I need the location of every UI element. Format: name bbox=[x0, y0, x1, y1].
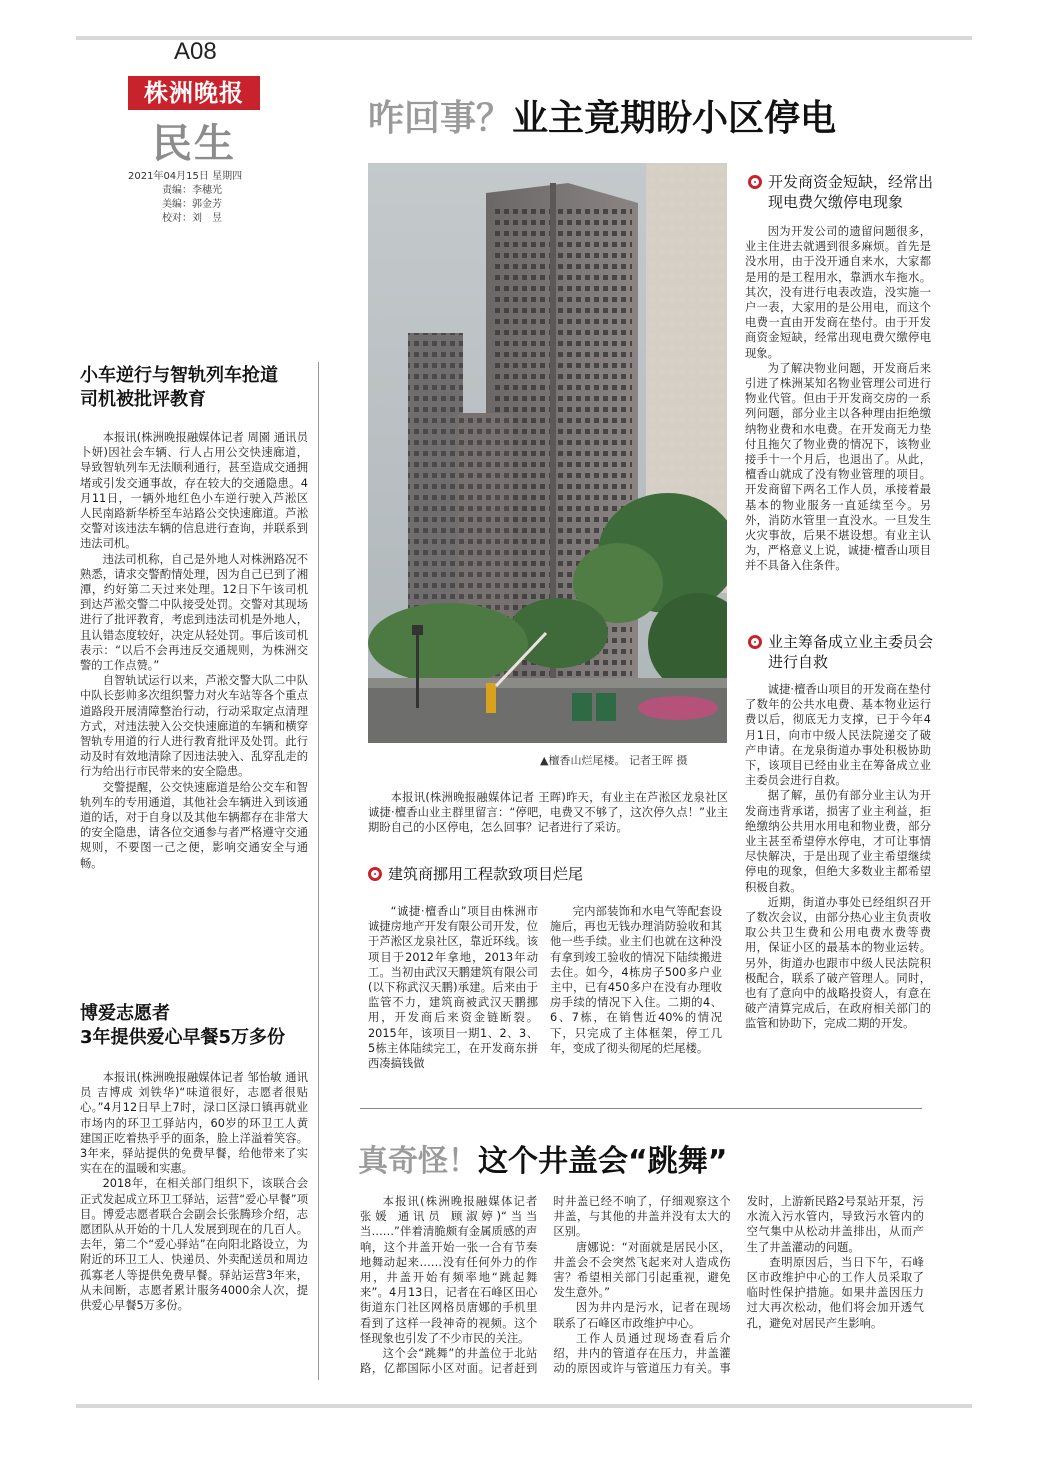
bottom-story-paragraph: 因为井内是污水，记者在现场联系了石峰区市政维护中心。 bbox=[553, 1301, 731, 1330]
sub1-body-text: “诚捷·檀香山”项目由株洲市诚捷房地产开发有限公司开发，位于芦淞区龙泉社区，靠近环线。该项目于2012年拿地，2013年动工。当初由武汉天鹏建筑有限公司(以下称武汉天鹏)承建。后来由于监管不力，建筑商被武汉天鹏挪用，开发商后来资金链断裂。2015年，该项目一期1、2、3、5栋主体陆续完工，在开发商东拼西凑搞钱做 bbox=[368, 905, 538, 1071]
left-story2-body bbox=[80, 1070, 308, 1392]
left-story1-headline bbox=[80, 364, 278, 412]
bottom-story-paragraph: 唐娜说：“对面就是居民小区，井盖会不会突然飞起来对人造成伤害？希望相关部门引起重视，避免发生意外。” bbox=[553, 1240, 731, 1300]
masthead-logo: 株洲晚报 bbox=[128, 76, 260, 110]
photo-caption: ▲檀香山烂尾楼。 记者王晖 摄 bbox=[540, 754, 688, 767]
sub3-body-p1: 诚捷·檀香山项目的开发商在垫付了数年的公共水电费、基本物业运行费以后，彻底无力支撑，已于今年4月1日，向市中级人民法院递交了破产申请。在龙泉街道办事处积极协助下，该项目已经由业主在筹备成立业主委员会进行自救。 bbox=[745, 683, 931, 788]
sub1-body-col1 bbox=[368, 904, 538, 1086]
bottom-headline bbox=[358, 1136, 727, 1180]
bottom-rule bbox=[76, 1404, 972, 1408]
sub3-body-p3: 近期，街道办事处已经组织召开了数次会议，由部分热心业主负责收取公共卫生费和公用电费水费等费用，保证小区的最基本的物业运转。另外，街道办也跟市中级人民法院积极配合，联系了破产管理人。同时，也有了意向中的战略投资人，有意在破产清算完成后，在政府相关部门的监管和协助下，完成二期的开发。 bbox=[745, 895, 931, 1031]
editor-credit: 责编：李穗光 bbox=[162, 185, 222, 196]
bottom-story-paragraph: 工作人员通过现场查看后介绍，井内的管道存在压力，井盖灌动的原因或许与管道压力有关。事发时，上游新民路2号泵站开泵，污水流入污水管内，导致污水管内的空气集中从松动井盖排出，从而产生了井盖灌动的问题。 bbox=[553, 1195, 924, 1376]
left-story1-p1: 本报讯(株洲晚报融媒体记者 周園 通讯员 卜妍)因社会车辆、行人占用公交快速廊道，导致智轨列车无法顺利通行，甚至造成交通拥堵或引发交通事故，存在较大的交通隐患。4月11日，一辆外地红色小车逆行驶入芦淞区人民南路新华桥至车站路公交快速廊道。芦淞交警对该违法车辆的信息进行查询，并联系到违法司机。 bbox=[80, 431, 308, 551]
column-divider bbox=[318, 362, 319, 1380]
bottom-story-body bbox=[360, 1194, 924, 1394]
bottom-story-text bbox=[360, 1194, 924, 1376]
left-story2-p1: 本报讯(株洲晚报融媒体记者 邹怡敏 通讯员 吉博成 刘铁华)“味道很好，志愿者很贴心。”4月12日早上7时，渌口区渌口镇再就业市场内的环卫工驿站内，60岁的环卫工人黄建国正吃着热乎乎的面条，脸上洋溢着笑容。3年来，驿站提供的免费早餐，给他带来了实实在在的温暖和实惠。 bbox=[80, 1071, 308, 1176]
main-headline-text: 业主竟期盼小区停电 bbox=[512, 98, 837, 139]
building-photo-illustration bbox=[368, 163, 727, 743]
left-story2-headline-l2: 3年提供爱心早餐5万多份 bbox=[80, 1027, 286, 1048]
left-story1-p3: 自智轨试运行以来，芦淞交警大队二中队中队长彭帅多次组织警力对火车站等各个重点道路段开展清障整治行动，行动采取定点清理方式，对违法驶入公交快速廊道的车辆和横穿智轨专用道的行人进行教育批评及处罚。此行动及时有效地清除了因违法驶入、乱穿乱走的行为给出行市民带来的安全隐患。 bbox=[80, 674, 308, 779]
main-intro-text: 本报讯(株洲晚报融媒体记者 王晖)昨天，有业主在芦淞区龙泉社区诚捷·檀香山业主群里留言：“停吧，电费又不够了，这次停久点！”业主期盼自己的小区停电，怎么回事？记者进行了采访。 bbox=[368, 791, 728, 835]
main-intro bbox=[368, 790, 728, 838]
page-number: A08 bbox=[174, 38, 217, 65]
bottom-story-paragraph: 本报讯(株洲晚报融媒体记者 张媛 通讯员 顾淑婷)“当当当……”伴着清脆颇有金属质感的声响，这个井盖开始一张一合有节奏地舞动起来……没有任何外力的作用，井盖开始有频率地“跳起舞来”。4月13日，记者在石峰区田心街道东门社区网格员唐娜的手机里看到了这样一段神奇的视频。这个怪现象也引发了不少市民的关注。 bbox=[360, 1195, 538, 1345]
subhead-2-text: 开发商资金短缺，经常出现电费欠缴停电现象 bbox=[768, 173, 934, 211]
main-headline-lead: 咋回事？ bbox=[368, 97, 513, 139]
subhead-3 bbox=[748, 632, 938, 672]
subhead-bullet-icon bbox=[368, 867, 382, 881]
sub3-body bbox=[745, 682, 931, 1074]
left-story2-headline bbox=[80, 1002, 285, 1050]
left-story1-headline-l2: 司机被批评教育 bbox=[80, 389, 206, 410]
section-separator bbox=[360, 1108, 922, 1109]
bottom-story-paragraph: 查明原因后，当日下午，石峰区市政维护中心的工作人员采取了临时性保护措施。如果井盖因压力过大再次松动，他们将会加开透气孔，避免对居民产生影响。 bbox=[746, 1255, 924, 1330]
bottom-headline-lead: 真奇怪！ bbox=[358, 1144, 478, 1179]
subhead-bullet-icon bbox=[748, 175, 762, 189]
main-headline bbox=[368, 90, 836, 141]
bottom-story-paragraph: 这个会“跳舞”的井盖位于北站路，亿都国际小区对面。记者赶到时井盖已经不响了，仔细观察这个井盖，与其他的井盖并没有太大的区别。 bbox=[360, 1195, 731, 1376]
subhead-bullet-icon bbox=[748, 635, 762, 649]
sub2-body bbox=[745, 224, 931, 616]
edition-date: 2021年04月15日 星期四 bbox=[128, 171, 243, 182]
left-story1-body bbox=[80, 430, 308, 964]
designer-credit: 美编：郭金芳 bbox=[162, 199, 222, 210]
sub3-body-p2: 据了解，虽仍有部分业主认为开发商违背承诺，损害了业主利益，拒绝缴纳公共用水用电和物业费，部分业主甚至希望停水停电，才可让事情尽快解决，于是出现了业主希望继续停电的现象，但绝大多数业主都希望积极自救。 bbox=[745, 789, 931, 894]
sub2-body-p1: 因为开发公司的遗留问题很多，业主住进去就遇到很多麻烦。首先是没水用，由于没开通自来水，大家都是用的是工程用水，靠洒水车拖水。其次，没有进行电表改造，没实施一户一表，大家用的是公用电，而这个电费一直由开发商在垫付。由于开发商资金短缺，经常出现电费欠缴停电现象。 bbox=[745, 225, 931, 360]
subhead-1-text: 建筑商挪用工程款致项目烂尾 bbox=[388, 865, 584, 883]
building-photo bbox=[368, 163, 727, 743]
section-name: 民生 bbox=[152, 120, 236, 167]
left-story1-headline-l1: 小车逆行与智轨列车抢道 bbox=[80, 365, 278, 386]
subhead-2 bbox=[748, 172, 938, 212]
sub2-body-p2: 为了解决物业问题，开发商后来引进了株洲某知名物业管理公司进行物业代管。但由于开发商交房的一系列问题，部分业主以各种理由拒绝缴纳物业费和水电费。在开发商无力垫付且拖欠了物业费的情况下，该物业接手十一个月后，也退出了。从此，檀香山就成了没有物业管理的项目。开发商留下两名工作人员，承接着最基本的物业服务一直延续至今。另外，消防水管里一直没水。一旦发生火灾事故，后果不堪设想。有业主认为，严格意义上说，诚捷·檀香山项目并不具备入住条件。 bbox=[745, 361, 931, 573]
left-story2-headline-l1: 博爱志愿者 bbox=[80, 1003, 170, 1024]
edition-meta bbox=[128, 170, 278, 226]
subhead-3-text: 业主筹备成立业主委员会进行自救 bbox=[768, 633, 934, 671]
proofreader-credit: 校对：刘 昱 bbox=[162, 213, 222, 224]
left-story2-p2: 2018年，在相关部门组织下，该联合会正式发起成立环卫工驿站，运营“爱心早餐”项目。博爱志愿者联合会副会长张腾珍介绍，志愿团队从开始的十几人发展到现在的几百人。去年，第二个“爱心驿站”在向阳北路设立，为附近的环卫工人、快递员、外卖配送员和周边孤寡老人等提供免费早餐。驿站运营3年来，从未间断，志愿者累计服务4000余人次，提供爱心早餐5万多份。 bbox=[80, 1177, 308, 1313]
subhead-1 bbox=[368, 864, 728, 884]
bottom-headline-text: 这个井盖会“跳舞” bbox=[478, 1144, 728, 1179]
left-story1-p4: 交警提醒，公交快速廊道是给公交车和智轨列车的专用通道，其他社会车辆进入到该通道的话，对于自身以及其他车辆都存在非常大的安全隐患，请各位交通参与者严格遵守交通规则，不要图一己之便，影响交通安全与通畅。 bbox=[80, 780, 308, 870]
left-story1-p2: 违法司机称，自己是外地人对株洲路况不熟悉，请求交警酌情处理，因为自己已到了湘潭，约好第二天过来处理。12日下午该司机到达芦淞交警二中队接受处罚。交警对其现场进行了批评教育，考虑到违法司机是外地人，且认错态度较好，决定从轻处罚。事后该司机表示：“以后不会再违反交通规则，为株洲交警的工作点赞。” bbox=[80, 552, 308, 673]
sub1-body-col2 bbox=[550, 904, 722, 1086]
sub1-body-text-cont: 完内部装饰和水电气等配套设施后，再也无钱办理消防验收和其他一些手续。业主们也就在这种没有拿到竣工验收的情况下陆续搬进去住。如今，4栋房子500多户业主中，已有450多户在没有办理收房手续的情况下入住。二期的4、6、7栋，在销售近40%的情况下，只完成了主体框架，停工几年，变成了彻头彻尾的烂尾楼。 bbox=[550, 905, 722, 1055]
